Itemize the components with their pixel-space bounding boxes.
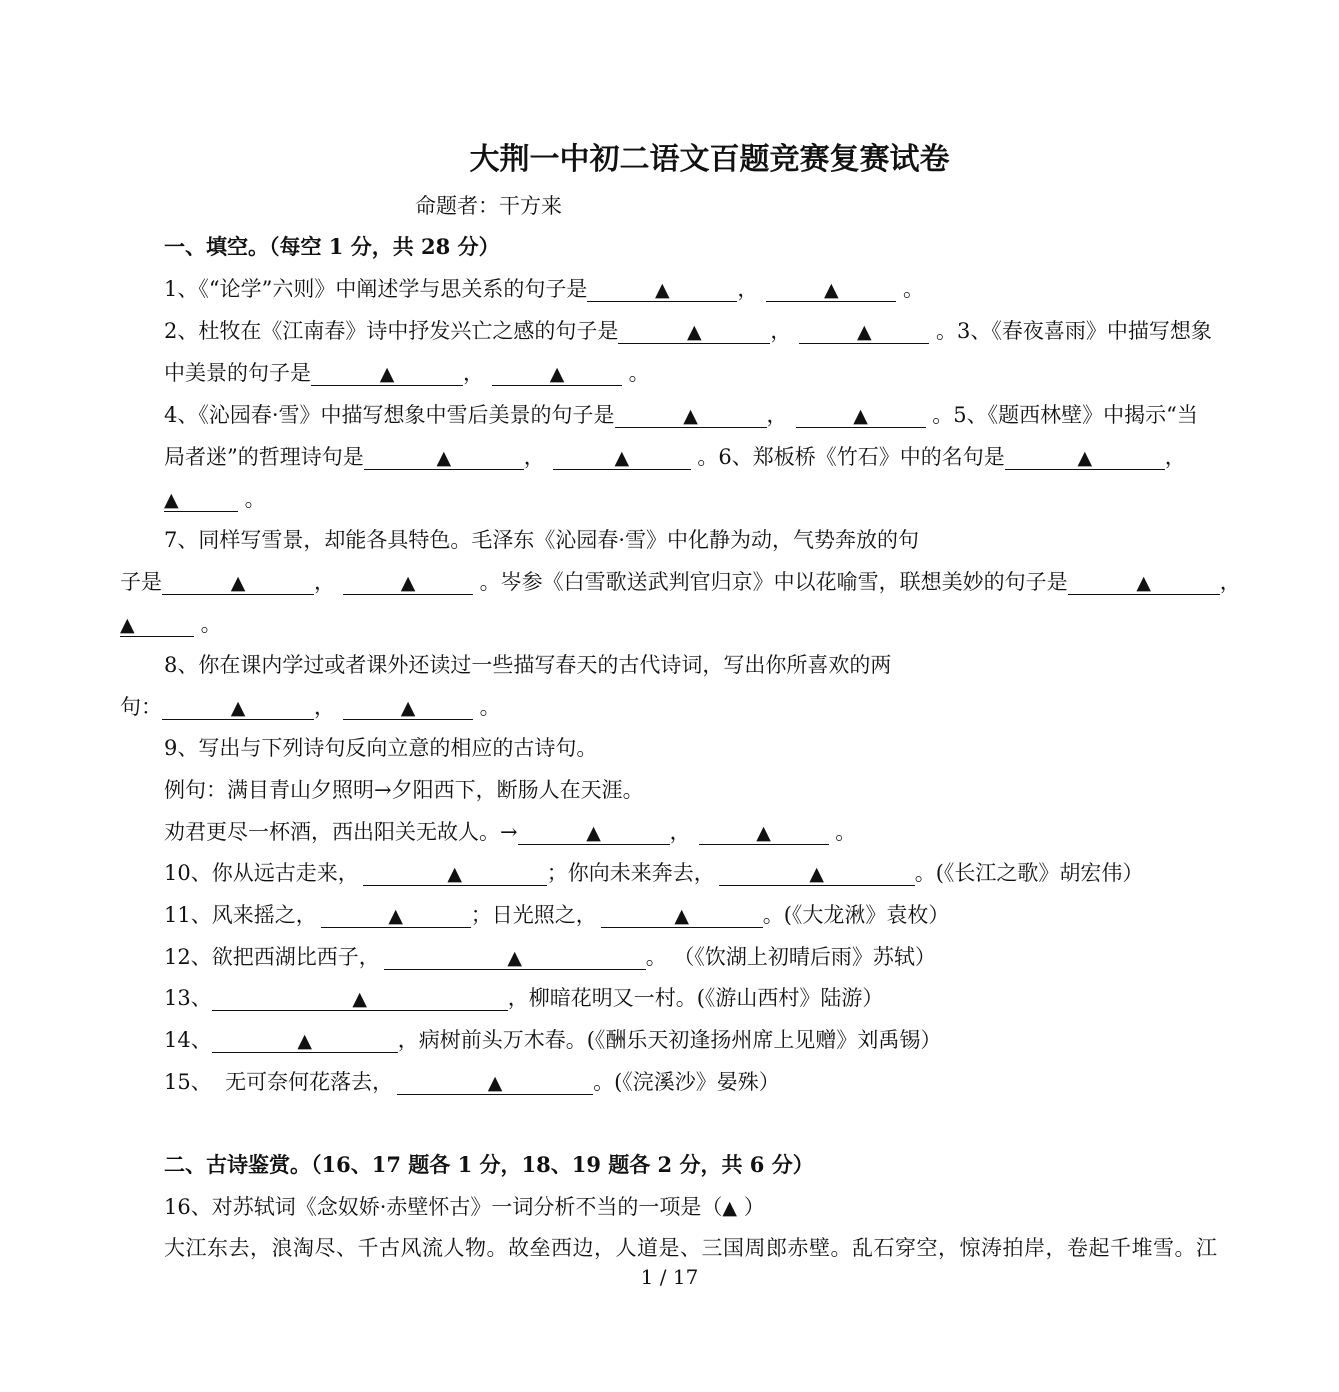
question-2: 2、杜牧在《江南春》诗中抒发兴亡之感的句子是 ▲ ， ▲ 。3、《春夜喜雨》中描写想象 bbox=[164, 319, 1212, 343]
answer-blank[interactable]: ▲ bbox=[397, 1070, 593, 1095]
question-14: 14、 ▲ ，病树前头万木春。(《酬乐天初逢扬州席上见赠》刘禹锡） bbox=[164, 1028, 942, 1052]
question-6-cont: ▲ 。 bbox=[164, 487, 266, 511]
question-9-example: 例句：满目青山夕照明→夕阳西下，断肠人在天涯。 bbox=[164, 778, 644, 802]
question-1: 1、《“论学”六则》中阐述学与思关系的句子是 ▲ ， ▲ 。 bbox=[164, 277, 925, 301]
section-2-heading: 二、古诗鉴赏。（16、17 题各 1 分，18、19 题各 2 分，共 6 分） bbox=[164, 1152, 814, 1177]
question-3: 中美景的句子是 ▲ ， ▲ 。 bbox=[164, 361, 650, 385]
answer-blank[interactable]: ▲ bbox=[553, 445, 691, 470]
answer-blank[interactable]: ▲ bbox=[766, 277, 896, 302]
answer-blank[interactable]: ▲ bbox=[212, 986, 508, 1011]
question-16: 16、对苏轼词《念奴娇·赤壁怀古》一词分析不当的一项是（▲ ） bbox=[164, 1195, 765, 1219]
question-7-end: ▲ 。 bbox=[120, 612, 222, 636]
answer-blank[interactable]: ▲ bbox=[615, 403, 767, 428]
question-15: 15、 无可奈何花落去， ▲ 。(《浣溪沙》晏殊） bbox=[164, 1070, 780, 1094]
question-10: 10、你从远古走来， ▲ ；你向未来奔去， ▲ 。(《长江之歌》胡宏伟） bbox=[164, 861, 1144, 885]
question-9-task: 劝君更尽一杯酒，西出阳关无故人。→ ▲ ， ▲ 。 bbox=[164, 820, 857, 844]
answer-blank[interactable]: ▲ bbox=[618, 319, 770, 344]
answer-blank[interactable]: ▲ bbox=[1068, 570, 1220, 595]
answer-marker[interactable]: ▲ bbox=[722, 1197, 738, 1219]
answer-blank[interactable]: ▲ bbox=[699, 820, 829, 845]
page-title: 大荆一中初二语文百题竞赛复赛试卷 bbox=[469, 142, 950, 177]
question-13: 13、 ▲ ，柳暗花明又一村。(《游山西村》陆游） bbox=[164, 986, 884, 1010]
question-7-cont: 子是 ▲ ， ▲ 。岑参《白雪歌送武判官归京》中以花喻雪，联想美妙的句子是 ▲ ， bbox=[120, 570, 1241, 594]
answer-blank[interactable]: ▲ bbox=[518, 820, 670, 845]
answer-blank[interactable]: ▲ bbox=[796, 403, 926, 428]
author-line: 命题者：干方来 bbox=[415, 194, 562, 218]
answer-blank[interactable]: ▲ bbox=[311, 361, 463, 386]
question-8-cont: 句： ▲ ， ▲ 。 bbox=[120, 695, 501, 719]
question-8: 8、你在课内学过或者课外还读过一些描写春天的古代诗词，写出你所喜欢的两 bbox=[164, 653, 892, 677]
answer-blank[interactable]: ▲ bbox=[164, 487, 238, 512]
question-4: 4、《沁园春·雪》中描写想象中雪后美景的句子是 ▲ ， ▲ 。5、《题西林壁》中揭示“当 bbox=[164, 403, 1198, 427]
answer-blank[interactable]: ▲ bbox=[120, 612, 194, 637]
answer-blank[interactable]: ▲ bbox=[343, 570, 473, 595]
answer-blank[interactable]: ▲ bbox=[162, 695, 314, 720]
answer-blank[interactable]: ▲ bbox=[799, 319, 929, 344]
question-5: 局者迷”的哲理诗句是 ▲ ， ▲ 。6、郑板桥《竹石》中的名句是 ▲ ， bbox=[164, 445, 1186, 469]
question-12: 12、欲把西湖比西子， ▲ 。 （《饮湖上初晴后雨》苏轼） bbox=[164, 945, 936, 969]
poem-text: 大江东去，浪淘尽、千古风流人物。故垒西边，人道是、三国周郎赤壁。乱石穿空，惊涛拍岸，卷起千堆雪。江 bbox=[164, 1236, 1218, 1260]
section-1-heading: 一、填空。（每空 1 分，共 28 分） bbox=[164, 234, 500, 259]
answer-blank[interactable]: ▲ bbox=[601, 903, 763, 928]
answer-blank[interactable]: ▲ bbox=[212, 1028, 398, 1053]
answer-blank[interactable]: ▲ bbox=[587, 277, 737, 302]
page-number: 1 / 17 bbox=[640, 1265, 699, 1289]
answer-blank[interactable]: ▲ bbox=[343, 695, 473, 720]
answer-blank[interactable]: ▲ bbox=[384, 945, 646, 970]
answer-blank[interactable]: ▲ bbox=[364, 445, 524, 470]
answer-blank[interactable]: ▲ bbox=[162, 570, 314, 595]
answer-blank[interactable]: ▲ bbox=[321, 903, 471, 928]
question-11: 11、风来摇之， ▲ ；日光照之， ▲ 。(《大龙湫》袁枚） bbox=[164, 903, 950, 927]
answer-blank[interactable]: ▲ bbox=[363, 861, 547, 886]
question-7: 7、同样写雪景，却能各具特色。毛泽东《沁园春·雪》中化静为动，气势奔放的句 bbox=[164, 528, 920, 552]
answer-blank[interactable]: ▲ bbox=[492, 361, 622, 386]
question-9: 9、写出与下列诗句反向立意的相应的古诗句。 bbox=[164, 736, 598, 760]
answer-blank[interactable]: ▲ bbox=[719, 861, 915, 886]
answer-blank[interactable]: ▲ bbox=[1005, 445, 1165, 470]
